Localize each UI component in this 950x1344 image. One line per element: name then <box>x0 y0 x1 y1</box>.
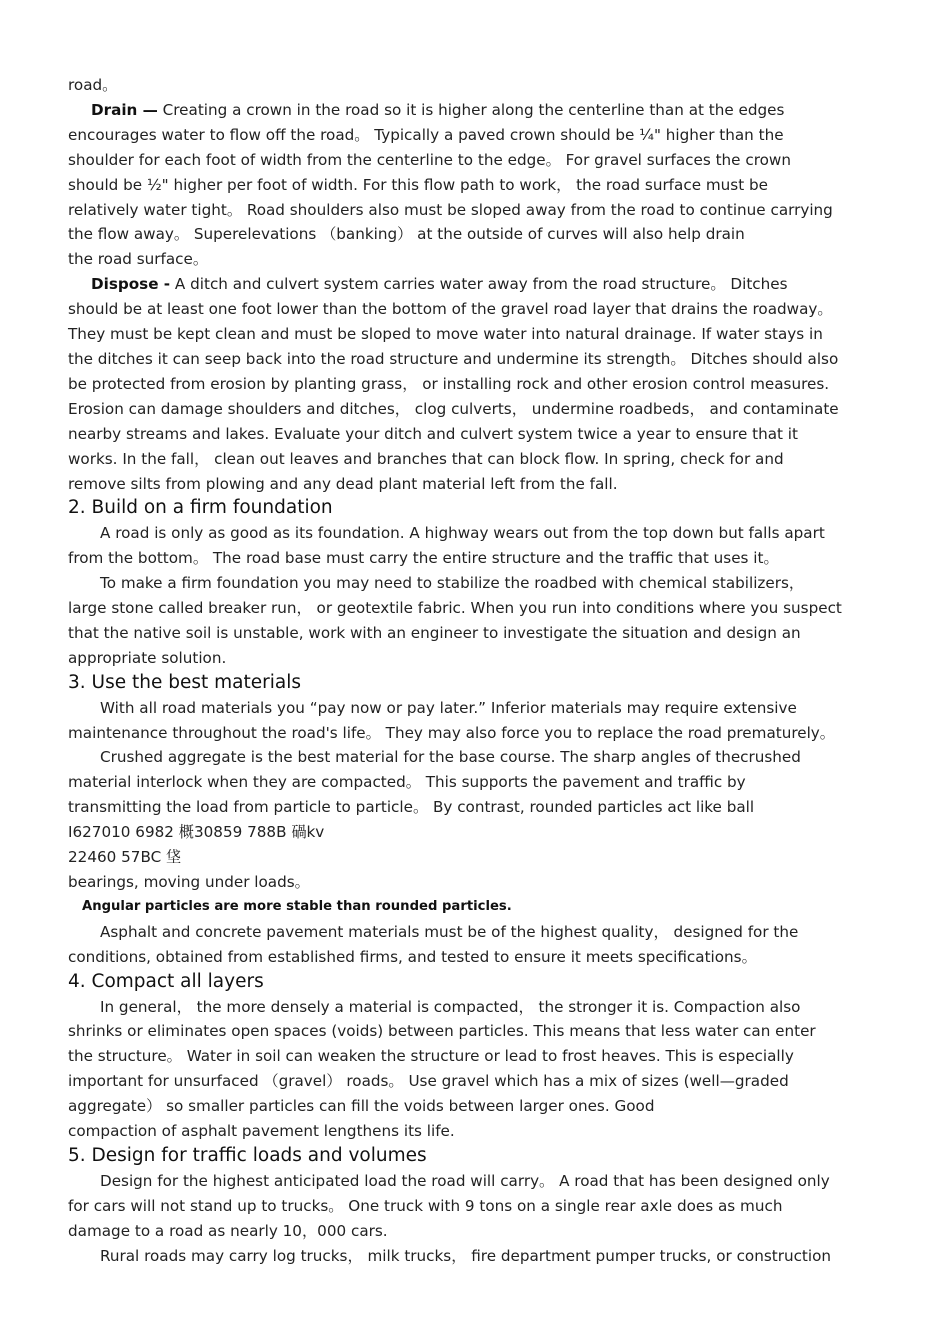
dispose-label: Dispose - <box>91 275 171 294</box>
text-line: shoulder for each foot of width from the centerline to the edge。 For gravel surfaces the crown <box>68 150 791 169</box>
figure-caption: Angular particles are more stable than rounded particles. <box>82 898 512 914</box>
text-line: compaction of asphalt pavement lengthens its life. <box>68 1122 455 1141</box>
text-line: material interlock when they are compacted。 This supports the pavement and traffic by <box>68 773 746 792</box>
text-line: shrinks or eliminates open spaces (voids) between particles. This means that less water can enter <box>68 1022 816 1041</box>
text-line: be protected from erosion by planting grass， or installing rock and other erosion control measures. <box>68 374 830 393</box>
text-line: Erosion can damage shoulders and ditches， clog culverts， undermine roadbeds， and contaminate <box>68 399 839 418</box>
text-line: maintenance throughout the road's life。 They may also force you to replace the road prematurely。 <box>68 723 835 742</box>
text-line: for cars will not stand up to trucks。 One truck with 9 tons on a single rear axle does as much <box>68 1196 783 1215</box>
text-line: In general， the more densely a material is compacted， the stronger it is. Compaction also <box>100 997 801 1016</box>
text-line: With all road materials you “pay now or pay later.” Inferior materials may require extensive <box>100 698 797 717</box>
text-line: that the native soil is unstable, work with an engineer to investigate the situation and design an <box>68 623 801 642</box>
text-line: remove silts from plowing and any dead plant material left from the fall. <box>68 474 618 493</box>
drain-paragraph <box>68 98 888 272</box>
text-line: the flow away。 Superelevations （banking） at the outside of curves will also help drain <box>68 225 745 244</box>
document-page <box>68 73 888 1269</box>
text-line: works. In the fall， clean out leaves and branches that can block flow. In spring, check for and <box>68 449 784 468</box>
text-line: aggregate） so smaller particles can fill the voids between larger ones. Good <box>68 1097 655 1116</box>
text-line: transmitting the load from particle to particle。 By contrast, rounded particles act like ball <box>68 798 755 817</box>
text-line: from the bottom。 The road base must carry the entire structure and the traffic that uses it。 <box>68 549 779 568</box>
text-line: Design for the highest anticipated load the road will carry。 A road that has been designed only <box>100 1171 830 1190</box>
text-line: road。 <box>68 76 118 94</box>
text-line: conditions, obtained from established firms, and tested to ensure it meets specifications。 <box>68 947 757 966</box>
section-heading-foundation: 2. Build on a firm foundation <box>68 497 333 519</box>
text-line: nearby streams and lakes. Evaluate your ditch and culvert system twice a year to ensure that it <box>68 424 798 443</box>
text-line: Drain — Creating a crown in the road so it is higher along the centerline than at the edges <box>91 100 785 119</box>
text-line: relatively water tight。 Road shoulders also must be sloped away from the road to continue carrying <box>68 200 833 219</box>
section-heading-compact: 4. Compact all layers <box>68 970 264 992</box>
text-line: important for unsurfaced （gravel） roads。 Use gravel which has a mix of sizes (well—graded <box>68 1072 789 1091</box>
text-line: should be ½" higher per foot of width. For this flow path to work， the road surface must be <box>68 175 768 194</box>
text-line: the ditches it can seep back into the road structure and undermine its strength。 Ditches should also <box>68 349 839 368</box>
text-line: Crushed aggregate is the best material for the base course. The sharp angles of thecrushed <box>100 748 801 767</box>
text-line: the road surface。 <box>68 250 209 269</box>
section-heading-materials: 3. Use the best materials <box>68 671 301 693</box>
text-line: Dispose - A ditch and culvert system carries water away from the road structure。 Ditches <box>91 275 788 294</box>
text-line: encourages water to flow off the road。 Typically a paved crown should be ¼" higher than the <box>68 125 784 144</box>
stray-code-line: I627010 6982 概30859 788B 碢kv <box>68 823 325 842</box>
text-line: bearings, moving under loads。 <box>68 873 310 891</box>
text-line: appropriate solution. <box>68 648 227 667</box>
stray-code-line: 22460 57BC 垡 <box>68 848 182 867</box>
text-line: Asphalt and concrete pavement materials must be of the highest quality， designed for the <box>100 922 799 941</box>
dispose-paragraph <box>68 272 888 496</box>
text-line: Rural roads may carry log trucks， milk trucks， fire department pumper trucks, or construction <box>100 1246 832 1265</box>
text-line: To make a firm foundation you may need to stabilize the roadbed with chemical stabilizers， <box>100 574 805 593</box>
text-line: damage to a road as nearly 10，000 cars. <box>68 1221 388 1240</box>
text-line: They must be kept clean and must be sloped to move water into natural drainage. If water stays in <box>68 325 823 344</box>
text-line: large stone called breaker run， or geotextile fabric. When you run into conditions where you suspect <box>68 599 842 618</box>
text-line: the structure。 Water in soil can weaken the structure or lead to frost heaves. This is especially <box>68 1047 794 1066</box>
text-line: A road is only as good as its foundation. A highway wears out from the top down but falls apart <box>100 524 825 543</box>
drain-label: Drain — <box>91 100 158 119</box>
section-heading-traffic: 5. Design for traffic loads and volumes <box>68 1144 427 1166</box>
text-line: should be at least one foot lower than the bottom of the gravel road layer that drains the roadway。 <box>68 300 833 319</box>
